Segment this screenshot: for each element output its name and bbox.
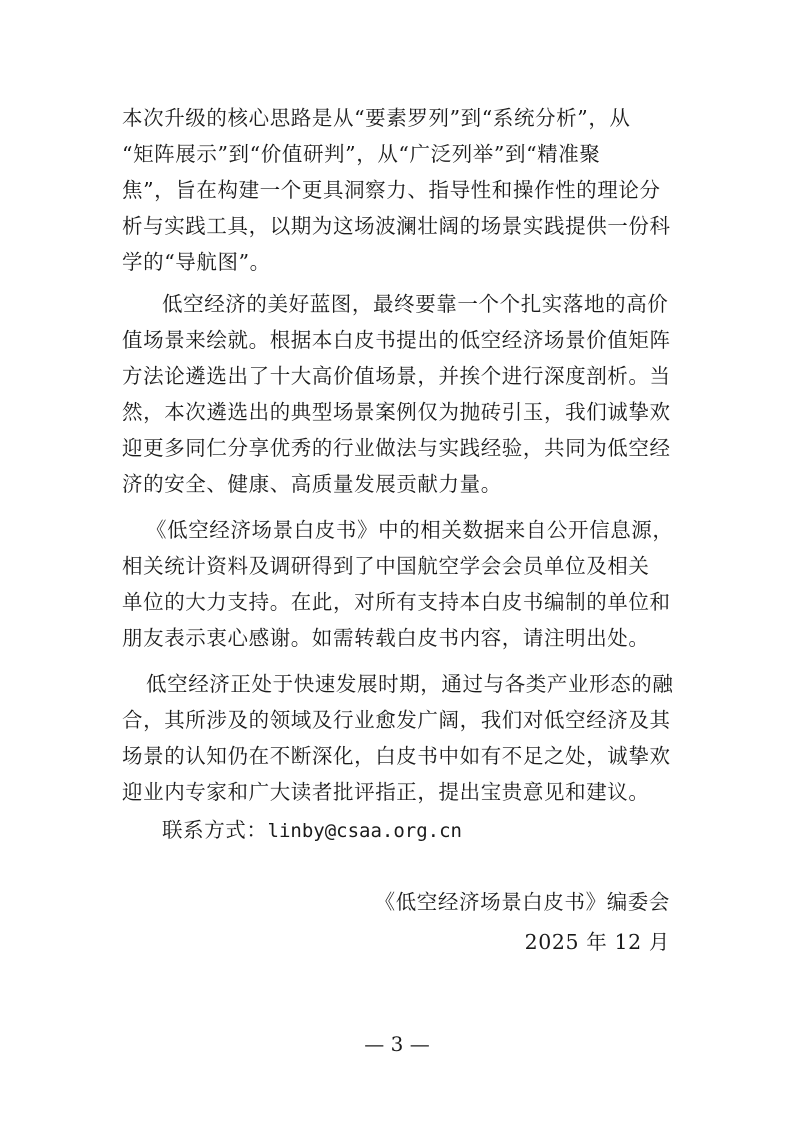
paragraph-line: 低空经济正处于快速发展时期，通过与各类产业形态的融 — [146, 672, 674, 696]
signature-date: 2025 年 12 月 — [524, 930, 670, 954]
paragraph-line: “矩阵展示”到“价值研判”，从“广泛列举”到“精准聚 — [122, 142, 601, 166]
page-number: — 3 — — [364, 1032, 430, 1056]
contact-email[interactable]: linby@csaa.org.cn — [267, 820, 462, 842]
paragraph-line: 《低空经济场景白皮书》中的相关数据来自公开信息源， — [146, 518, 674, 542]
paragraph-line: 迎业内专家和广大读者批评指正，提出宝贵意见和建议。 — [122, 780, 650, 804]
paragraph-line: 低空经济的美好蓝图，最终要靠一个个扎实落地的高价 — [162, 292, 669, 316]
paragraph-line: 场景的认知仍在不断深化，白皮书中如有不足之处，诚挚欢 — [122, 744, 671, 768]
paragraph-line: 本次升级的核心思路是从“要素罗列”到“系统分析”，从 — [122, 106, 631, 130]
paragraph-line: 单位的大力支持。在此，对所有支持本白皮书编制的单位和 — [122, 590, 671, 614]
paragraph-line: 值场景来绘就。根据本白皮书提出的低空经济场景价值矩阵 — [122, 328, 671, 352]
paragraph-line: 析与实践工具，以期为这场波澜壮阔的场景实践提供一份科 — [122, 214, 671, 238]
paragraph-line: 济的安全、健康、高质量发展贡献力量。 — [122, 472, 502, 496]
paragraph-line: 朋友表示衷心感谢。如需转载白皮书内容，请注明出处。 — [122, 626, 650, 650]
paragraph-line: 焦”，旨在构建一个更具洞察力、指导性和操作性的理论分 — [122, 178, 661, 202]
paragraph-line: 迎更多同仁分享优秀的行业做法与实践经验，共同为低空经 — [122, 436, 671, 460]
paragraph-line: 方法论遴选出了十大高价值场景，并挨个进行深度剖析。当 — [122, 364, 671, 388]
paragraph-line: 然，本次遴选出的典型场景案例仅为抛砖引玉，我们诚挚欢 — [122, 400, 671, 424]
contact-line — [162, 812, 722, 848]
signature-org: 《低空经济场景白皮书》编委会 — [374, 890, 670, 914]
contact-label: 联系方式： — [162, 818, 268, 842]
paragraph-line: 学的“导航图”。 — [122, 250, 271, 274]
paragraph-line: 合，其所涉及的领域及行业愈发广阔，我们对低空经济及其 — [122, 708, 671, 732]
paragraph-line: 相关统计资料及调研得到了中国航空学会会员单位及相关 — [122, 554, 650, 578]
